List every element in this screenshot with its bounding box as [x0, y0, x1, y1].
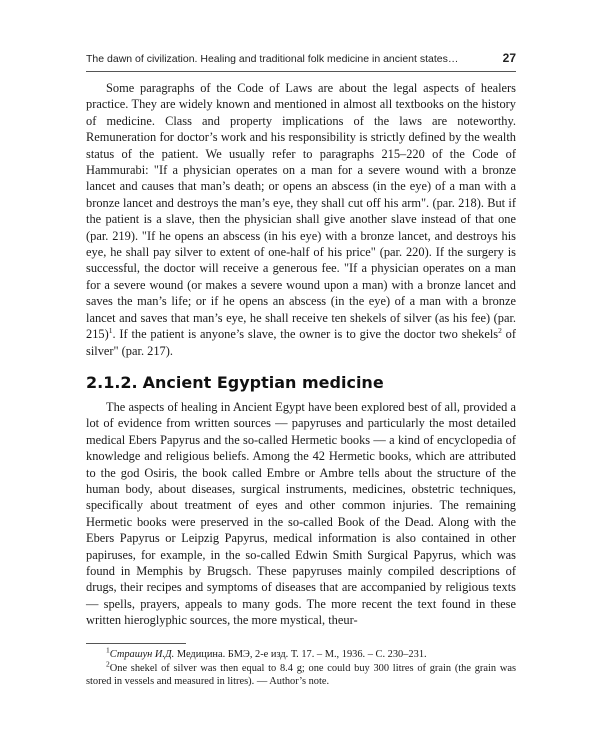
section-number: 2.1.2.: [86, 372, 138, 392]
footnote-1-text: Медицина. БМЭ, 2-е изд. Т. 17. – М., 1936. – С. 230–231.: [174, 649, 427, 660]
footnote-rule: [86, 643, 186, 644]
footnote-ref-1[interactable]: 1: [108, 325, 113, 335]
header-rule: [86, 71, 516, 72]
paragraph-1-part-a: Some paragraphs of the Code of Laws are about the legal aspects of healers practice. They are widely known and mentioned in almost all textbooks on the history of medicine. Class and property implications of the laws are noteworthy. Remuneration for doctor’s work and his responsibility is strictly defined by the wealth status of the patient. We usually refer to paragraphs 215–220 of the Code of Hammurabi: "If a physician operates on a man for a severe wound with a bronze lancet and causes that man’s death; or opens an abscess (in the eye) of a man with a bronze lancet and destroys the man’s eye, they shall cut off his arm". (par. 218). But if the patient is a slave, then the physician shall give another slave instead of that one (par. 219). "If he opens an abscess (in his eye) with a bronze lancet, and destroys his eye, he shall pay silver to extent of one-half of his price" (par. 220). If the surgery is successful, the doctor will receive a generous fee. "If a physician operates on a man for a severe wound (or makes a severe wound upon a man) with a bronze lancet and saves the man’s life; or if he opens an abscess (in the eye) of a man with a bronze lancet and saves that man’s eye, he shall receive ten shekels of silver (as his fee) (par. 215): [86, 81, 516, 342]
running-head: [86, 50, 516, 70]
paragraph-egyptian-medicine: The aspects of healing in Ancient Egypt have been explored best of all, provided a lot of evidence from written sources — papyruses and particularly the most detailed medical Ebers Papyrus and the so-called Hermetic books — a kind of encyclopedia of knowledge and religious beliefs. Among the 42 Hermetic books, which are attributed to the god Osiris, the book called Embre or Ambre tells about the structure of the human body, about diseases, surgical instruments, medicines, obstetric techniques, specifically about treatment of eyes and other common injuries. The remaining Hermetic books were preserved in the so-called Book of the Dead. Along with the Ebers Papyrus or Leipzig Papyrus, medical information is also contained in other papiruses, for example, in the so-called Edwin Smith Surgical Papyrus, which was found in Memphis by Brugsch. These papyruses mainly compiled descriptions of drugs, their recipes and symptoms of diseases that are accompanied by religious texts — spells, prayers, appeals to many gods. The more recent the text found in these written hieroglyphic sources, the more mystical, theur-: [86, 399, 516, 628]
section-title: Ancient Egyptian medicine: [142, 372, 384, 392]
section-heading: [86, 373, 516, 393]
page-number: 27: [502, 51, 516, 65]
paragraph-1-part-c: of silver" (par. 217).: [86, 327, 516, 358]
footnote-2-text: One shekel of silver was then equal to 8.4 g; one could buy 300 litres of grain (the grain was stored in vessels and measured in litres). — Author’s note.: [86, 662, 516, 688]
footnote-1: [86, 645, 516, 662]
footnotes: [86, 645, 516, 689]
paragraph-1-part-b: . If the patient is anyone’s slave, the owner is to give the doctor two shekels: [112, 327, 499, 342]
running-head-title: The dawn of civilization. Healing and traditional folk medicine in ancient states…: [86, 53, 459, 65]
footnote-1-author: Страшун И.Д.: [109, 649, 175, 660]
body-text: [86, 80, 516, 629]
paragraph-code-of-laws: [86, 80, 516, 359]
footnote-1-mark: 1: [106, 645, 110, 655]
footnote-2: [86, 659, 516, 689]
footnote-ref-2[interactable]: 2: [498, 325, 502, 335]
footnote-2-mark: 2: [106, 659, 110, 669]
